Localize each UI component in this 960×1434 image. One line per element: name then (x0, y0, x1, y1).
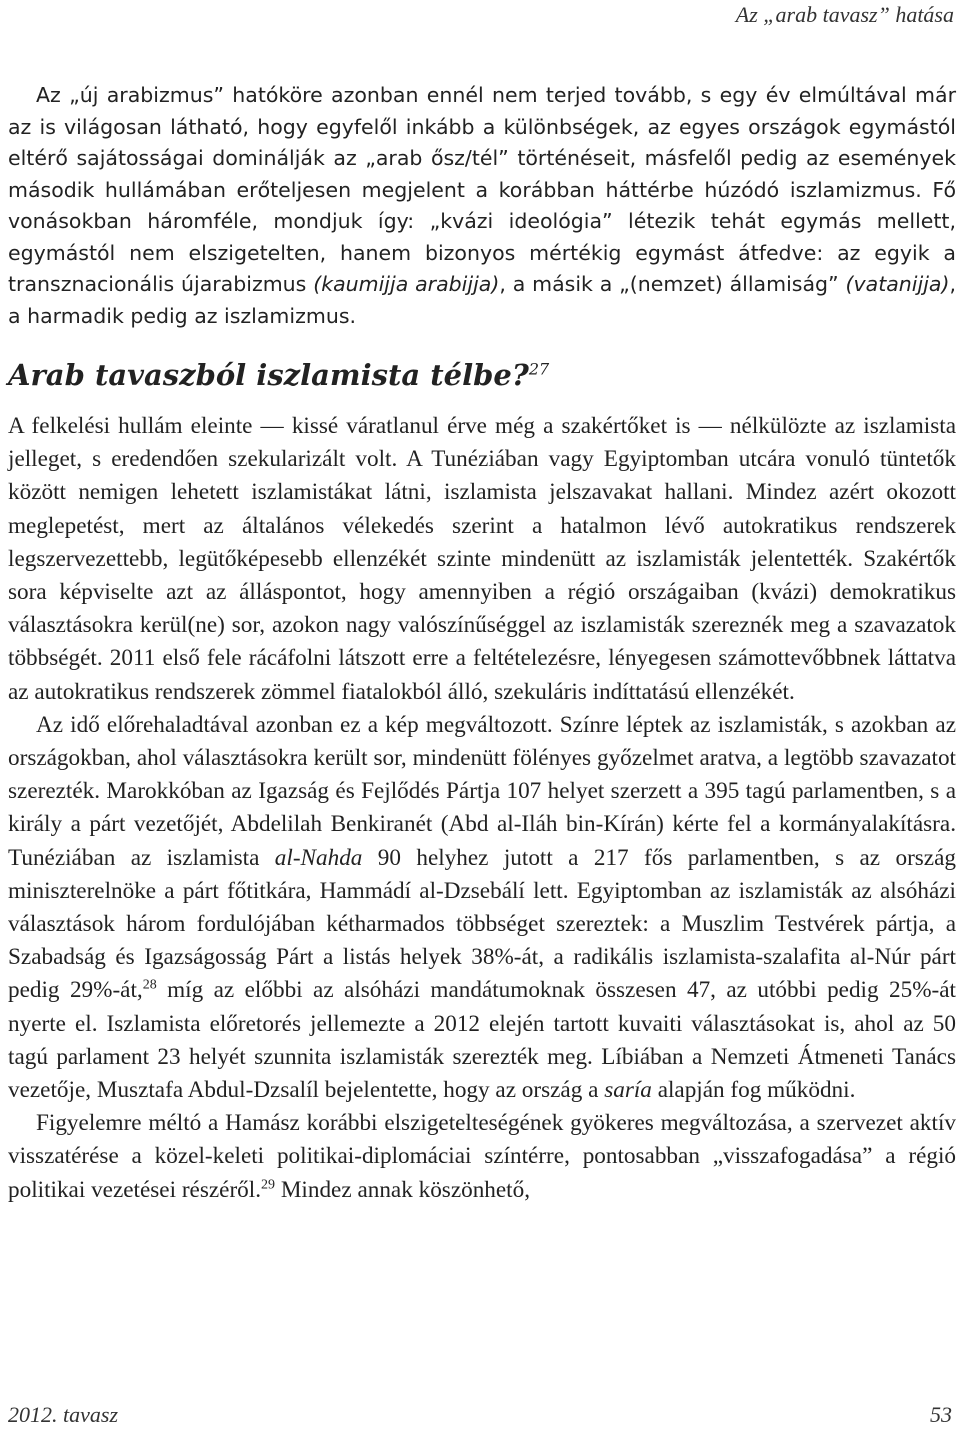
section-title: Arab tavaszból iszlamista télbe? (8, 358, 529, 392)
body-paragraph-1: A felkelési hullám eleinte — kissé váratlanul érve még a szakértőket is — nélkülözte az iszlamista jelleget, s eredendően szekularizált volt. A Tunéziában vagy Egyiptomban utcára vonuló tüntetők között nemigen lehetett iszlamistákat látni, iszlamista jelszavakat hallani. Mindez azért okozott meglepetést, mert az általános vélekedés szerint a hatalmon lévő autokratikus rendszerek legszervezettebb, legütőképesebb ellenzékét szinte mindenütt az iszlamisták jelentették. Szakértők sora képviselte azt az álláspontot, hogy amennyiben a régió országaiban (kvázi) demokratikus választásokra kerül(ne) sor, azokon nagy valószínűséggel az iszlamisták szereznék meg a szavazatok többségét. 2011 első fele rácáfolni látszott erre a feltételezésre, lényegesen számottevőbbnek láttatva az autokratikus rendszerek zömmel fiatalokból álló, szekuláris indíttatású ellenzékét. (8, 413, 956, 705)
page-number: 53 (930, 1402, 952, 1427)
term-vatanijja: (vatanijja) (845, 272, 950, 296)
p3-text-a: Figyelemre méltó a Hamász korábbi elszigetelteségének gyökeres megváltozása, a szervezet aktív visszatérése a közel-keleti politikai-diplomáciai színtérre, pontosabban „visszafogadása” a régió politikai vezetései részéről. (8, 1110, 956, 1203)
intro-text-1: Az „új arabizmus” hatóköre azonban ennél nem terjed tovább, s egy év elmúltával már az is világosan látható, hogy egyfelől inkább a különbségek, az egyes országok egymástól eltérő sajátosságai dominálják az „arab ősz/tél” történéseit, másfelől pedig az események második hullámában erőteljesen megjelent a korábban háttérbe húzódó iszlamizmus. Fő vonásokban háromféle, mondjuk így: „kvázi ideológia” létezik tehát egymás mellett, egymástól nem elszigetelten, hanem bizonyos mértékig egymást átfedve: az egyik a transznacionális újarabizmus (8, 83, 956, 296)
intro-paragraph (8, 80, 956, 332)
p2-text-a: Az idő előrehaladtával azonban ez a kép megváltozott. Színre léptek az iszlamisták, s azokban az országokban, ahol választásokra került sor, mindenütt fölényes győzelmet aratva, a legtöbb szavazatot szerezték. Marokkóban az Igazság és Fejlődés Pártja 107 helyet szerzett a 395 tagú parlamentben, s a király a párt vezetőjét, Abdelilah Benkiranét (Abd al-Iláh bin-Kírán) kérte fel a kormányalakításra. Tunéziában az iszlamista (8, 711, 956, 871)
footnote-ref-28: 28 (142, 977, 157, 993)
p2-text-d: alapján fog működni. (651, 1077, 856, 1104)
page-content (8, 80, 956, 1207)
section-heading (8, 358, 956, 392)
p3-text-b: Mindez annak köszönhető, (275, 1176, 531, 1203)
footnote-ref-27: 27 (528, 359, 550, 379)
footer-issue: 2012. tavasz (8, 1402, 118, 1427)
body-paragraph-3 (8, 1107, 956, 1207)
intro-text-3: , a harmadik pedig az iszlamizmus. (8, 272, 956, 328)
term-kaumijja-arabijja: (kaumijja arabijja) (313, 272, 500, 296)
footnote-ref-29: 29 (261, 1176, 276, 1192)
running-header: Az „arab tavasz” hatása (735, 2, 954, 27)
term-al-nahda: al-Nahda (274, 844, 363, 871)
term-saria: saría (604, 1077, 652, 1104)
p2-text-b: 90 helyhez jutott a 217 fős parlamentben, s az ország miniszterelnöke a párt főtitkára, Hammádí al-Dzsebálí lett. Egyiptomban az iszlamisták az alsóházi választások három fordulójában kétharmados többséget szereztek: a Muszlim Testvérek pártja, a Szabadság és Igazságosság Párt a listás helyek 38%-át, a radikális iszlamista-szalafita al-Núr párt pedig 29%-át, (8, 844, 956, 1004)
intro-text-2: , a másik a „(nemzet) államiság” (499, 272, 846, 296)
body-paragraph-2 (8, 709, 956, 1107)
p2-text-c: míg az előbbi az alsóházi mandátumoknak összesen 47, az utóbbi pedig 25%-át nyerte el. Iszlamista előretorés jellemezte a 2012 elején tartott kuvaiti választásokat is, ahol az 50 tagú parlament 23 helyét szunnita iszlamisták szerezték meg. Líbiában a Nemzeti Átmeneti Tanács vezetője, Musztafa Abdul-Dzsalíl bejelentette, hogy az ország a (8, 977, 956, 1104)
